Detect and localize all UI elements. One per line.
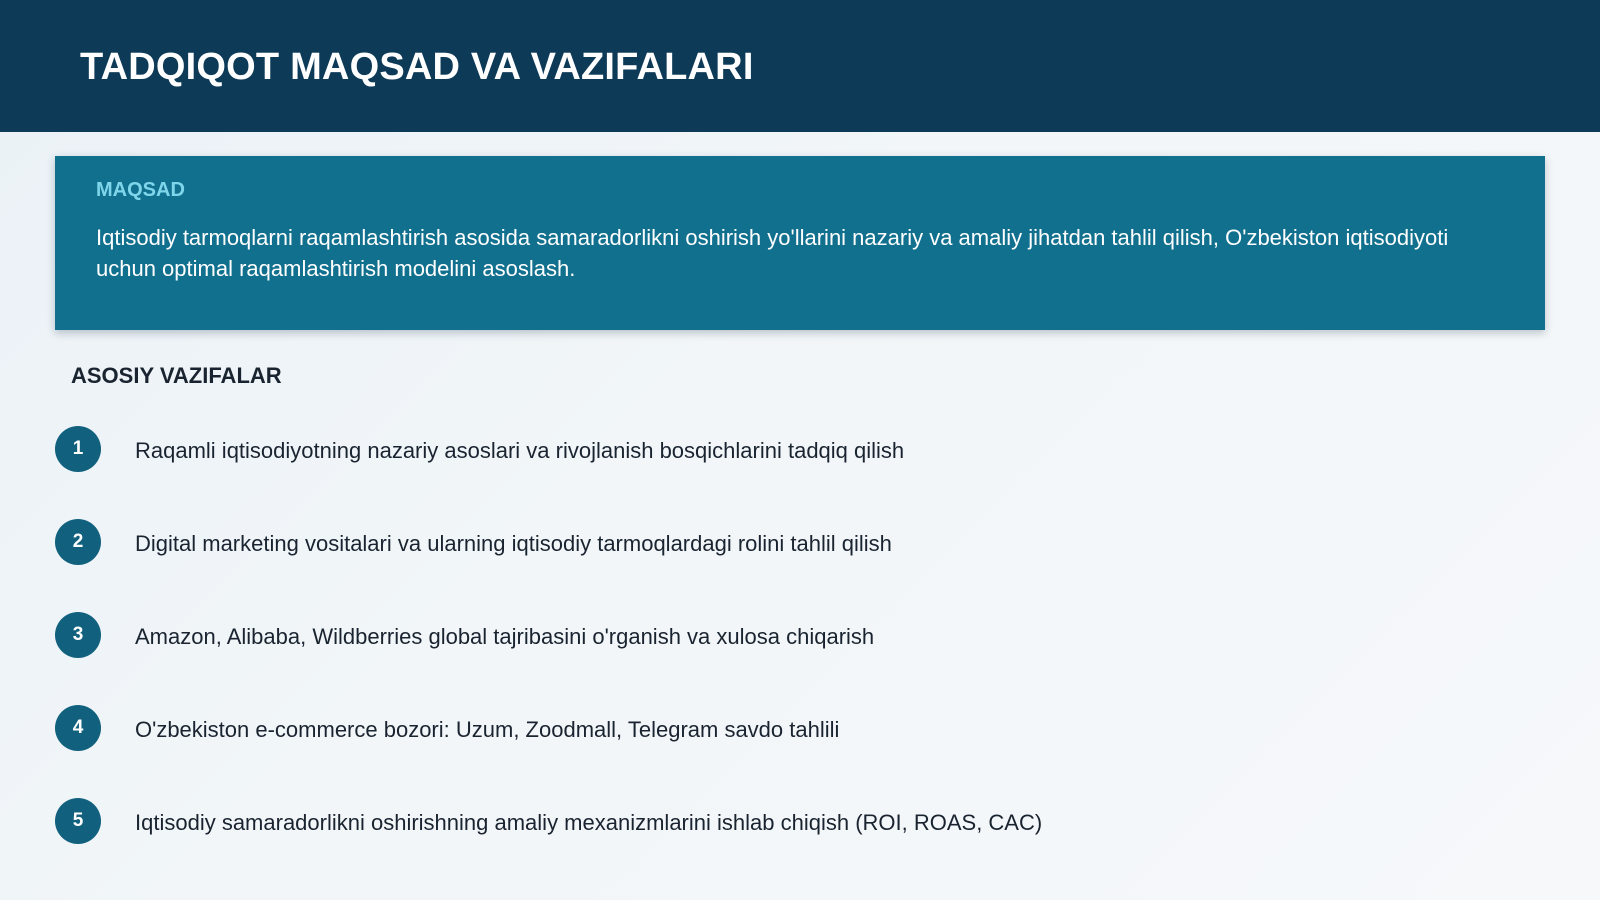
goal-label: MAQSAD (96, 179, 185, 201)
task-number-badge: 3 (55, 612, 101, 658)
slide-header (0, 0, 1600, 132)
goal-text: Iqtisodiy tarmoqlarni raqamlashtirish asosida samaradorlikni oshirish yo'llarini nazariy va amaliy jihatdan tahlil qilish, O'zbekiston iqtisodiyoti uchun optimal raqamlashtirish modelini asoslash. (96, 225, 1449, 281)
slide-title: TADQIQOT MAQSAD VA VAZIFALARI (80, 46, 754, 88)
task-text: Digital marketing vositalari va ularning iqtisodiy tarmoqlardagi rolini tahlil qilish (135, 531, 892, 556)
task-number-badge: 4 (55, 705, 101, 751)
task-item (55, 519, 1545, 612)
task-number-badge: 5 (55, 798, 101, 844)
task-text: Amazon, Alibaba, Wildberries global tajribasini o'rganish va xulosa chiqarish (135, 624, 875, 649)
task-item (55, 798, 1545, 891)
task-item (55, 705, 1545, 798)
task-text: O'zbekiston e-commerce bozori: Uzum, Zoodmall, Telegram savdo tahlili (135, 717, 840, 742)
task-number-badge: 2 (55, 519, 101, 565)
task-text: Iqtisodiy samaradorlikni oshirishning amaliy mexanizmlarini ishlab chiqish (ROI, ROAS, CAC) (135, 810, 1043, 835)
task-list (55, 426, 1545, 891)
task-text: Raqamli iqtisodiyotning nazariy asoslari va rivojlanish bosqichlarini tadqiq qilish (135, 438, 905, 463)
task-item (55, 426, 1545, 519)
task-item (55, 612, 1545, 705)
goal-box (55, 156, 1545, 330)
tasks-heading: ASOSIY VAZIFALAR (71, 363, 282, 388)
task-number-badge: 1 (55, 426, 101, 472)
